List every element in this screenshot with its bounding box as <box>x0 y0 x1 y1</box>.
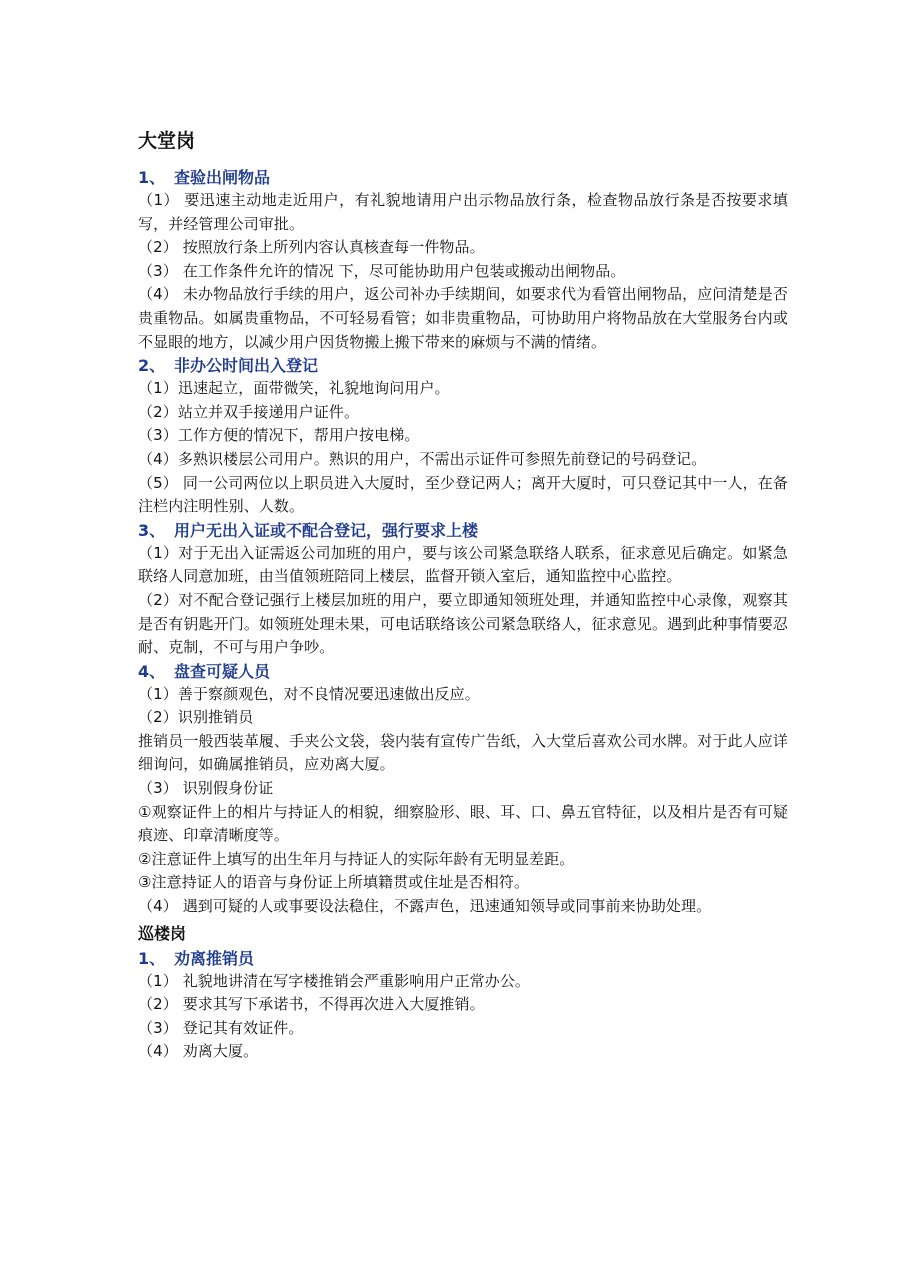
paragraph: （3）工作方便的情况下，帮用户按电梯。 <box>138 426 420 445</box>
subsection-heading-text: 查验出闸物品 <box>174 168 271 187</box>
subsection <box>138 354 788 519</box>
paragraph: （1）对于无出入证需返公司加班的用户，要与该公司紧急联络人联系，征求意见后确定。如紧急联络人同意加班，由当值领班陪同上楼层，监督开锁入室后，通知监控中心监控。 <box>138 543 788 586</box>
paragraph: （1）善于察颜观色，对不良情况要迅速做出反应。 <box>138 684 480 703</box>
paragraph: （5） 同一公司两位以上职员进入大厦时，至少登记两人；离开大厦时，可只登记其中一人，在备注栏内注明性别、人数。 <box>138 473 788 516</box>
paragraph: （4） 劝离大厦。 <box>138 1042 259 1061</box>
paragraph: （1） 礼貌地讲清在写字楼推销会严重影响用户正常办公。 <box>138 971 531 990</box>
section-title-lobby: 大堂岗 <box>138 130 196 152</box>
paragraph: （2）识别推销员 <box>138 708 254 727</box>
subsection-number: 2、 <box>138 356 166 376</box>
paragraph: （1）迅速起立，面带微笑，礼貌地询问用户。 <box>138 379 450 398</box>
subsection-heading-text: 用户无出入证或不配合登记，强行要求上楼 <box>174 520 479 540</box>
paragraph: （3） 在工作条件允许的情况 下，尽可能协助用户包装或搬动出闸物品。 <box>138 261 626 280</box>
subsection-heading-text: 劝离推销员 <box>174 948 255 968</box>
paragraph: （4） 遇到可疑的人或事要设法稳住，不露声色，迅速通知领导或同事前来协助处理。 <box>138 897 712 916</box>
subsection-number: 3、 <box>138 520 166 540</box>
paragraph: （2） 按照放行条上所列内容认真核查每一件物品。 <box>138 238 485 257</box>
paragraph: （3） 登记其有效证件。 <box>138 1018 304 1037</box>
paragraph: ①观察证件上的相片与持证人的相貌，细察脸形、眼、耳、口、鼻五官特征，以及相片是否有可疑痕迹、印章清晰度等。 <box>138 802 788 845</box>
subsection <box>138 519 788 660</box>
paragraph: （4）多熟识楼层公司用户。熟识的用户，不需出示证件可参照先前登记的号码登记。 <box>138 449 707 468</box>
subsection-heading-text: 盘查可疑人员 <box>174 661 271 681</box>
paragraph: ②注意证件上填写的出生年月与持证人的实际年龄有无明显差距。 <box>138 849 575 868</box>
subsection-heading <box>138 519 788 542</box>
paragraph: （2） 要求其写下承诺书，不得再次进入大厦推销。 <box>138 995 485 1014</box>
document-page <box>138 128 788 1064</box>
subsection-heading-text: 非办公时间出入登记 <box>174 356 319 376</box>
subsection-number: 1、 <box>138 168 166 187</box>
paragraph: （3） 识别假身份证 <box>138 779 274 798</box>
paragraph: 推销员一般西装革履、手夹公文袋，袋内装有宣传广告纸，入大堂后喜欢公司水牌。对于此人应详细询问，如确属推销员，应劝离大厦。 <box>138 731 788 774</box>
subsection-heading <box>138 660 788 683</box>
paragraph: （2）对不配合登记强行上楼层加班的用户，要立即通知领班处理，并通知监控中心录像，观察其是否有钥匙开门。如领班处理未果，可电话联络该公司紧急联络人，征求意见。遇到此种事情要忍耐、克制，不可与用户争吵。 <box>138 590 788 657</box>
paragraph: ③注意持证人的语音与身份证上所填籍贯或住址是否相符。 <box>138 873 530 892</box>
patrol-sections <box>138 947 788 1064</box>
subsection <box>138 166 788 354</box>
paragraph: （1） 要迅速主动地走近用户，有礼貌地请用户出示物品放行条，检查物品放行条是否按要求填写，并经管理公司审批。 <box>138 191 788 233</box>
section-title-patrol: 巡楼岗 <box>138 923 187 943</box>
subsection-number: 4、 <box>138 661 166 681</box>
subsection-number: 1、 <box>138 948 166 968</box>
lobby-sections <box>138 166 788 919</box>
subsection-heading <box>138 947 788 970</box>
subsection <box>138 660 788 919</box>
subsection-heading <box>138 166 788 189</box>
subsection <box>138 947 788 1064</box>
paragraph: （4） 未办物品放行手续的用户，返公司补办手续期间，如要求代为看管出闸物品，应问清楚是否贵重物品。如属贵重物品，不可轻易看管；如非贵重物品，可协助用户将物品放在大堂服务台内或不显眼的地方，以减少用户因货物搬上搬下带来的麻烦与不满的情绪。 <box>138 285 788 351</box>
paragraph: （2）站立并双手接递用户证件。 <box>138 402 360 421</box>
subsection-heading <box>138 354 788 377</box>
